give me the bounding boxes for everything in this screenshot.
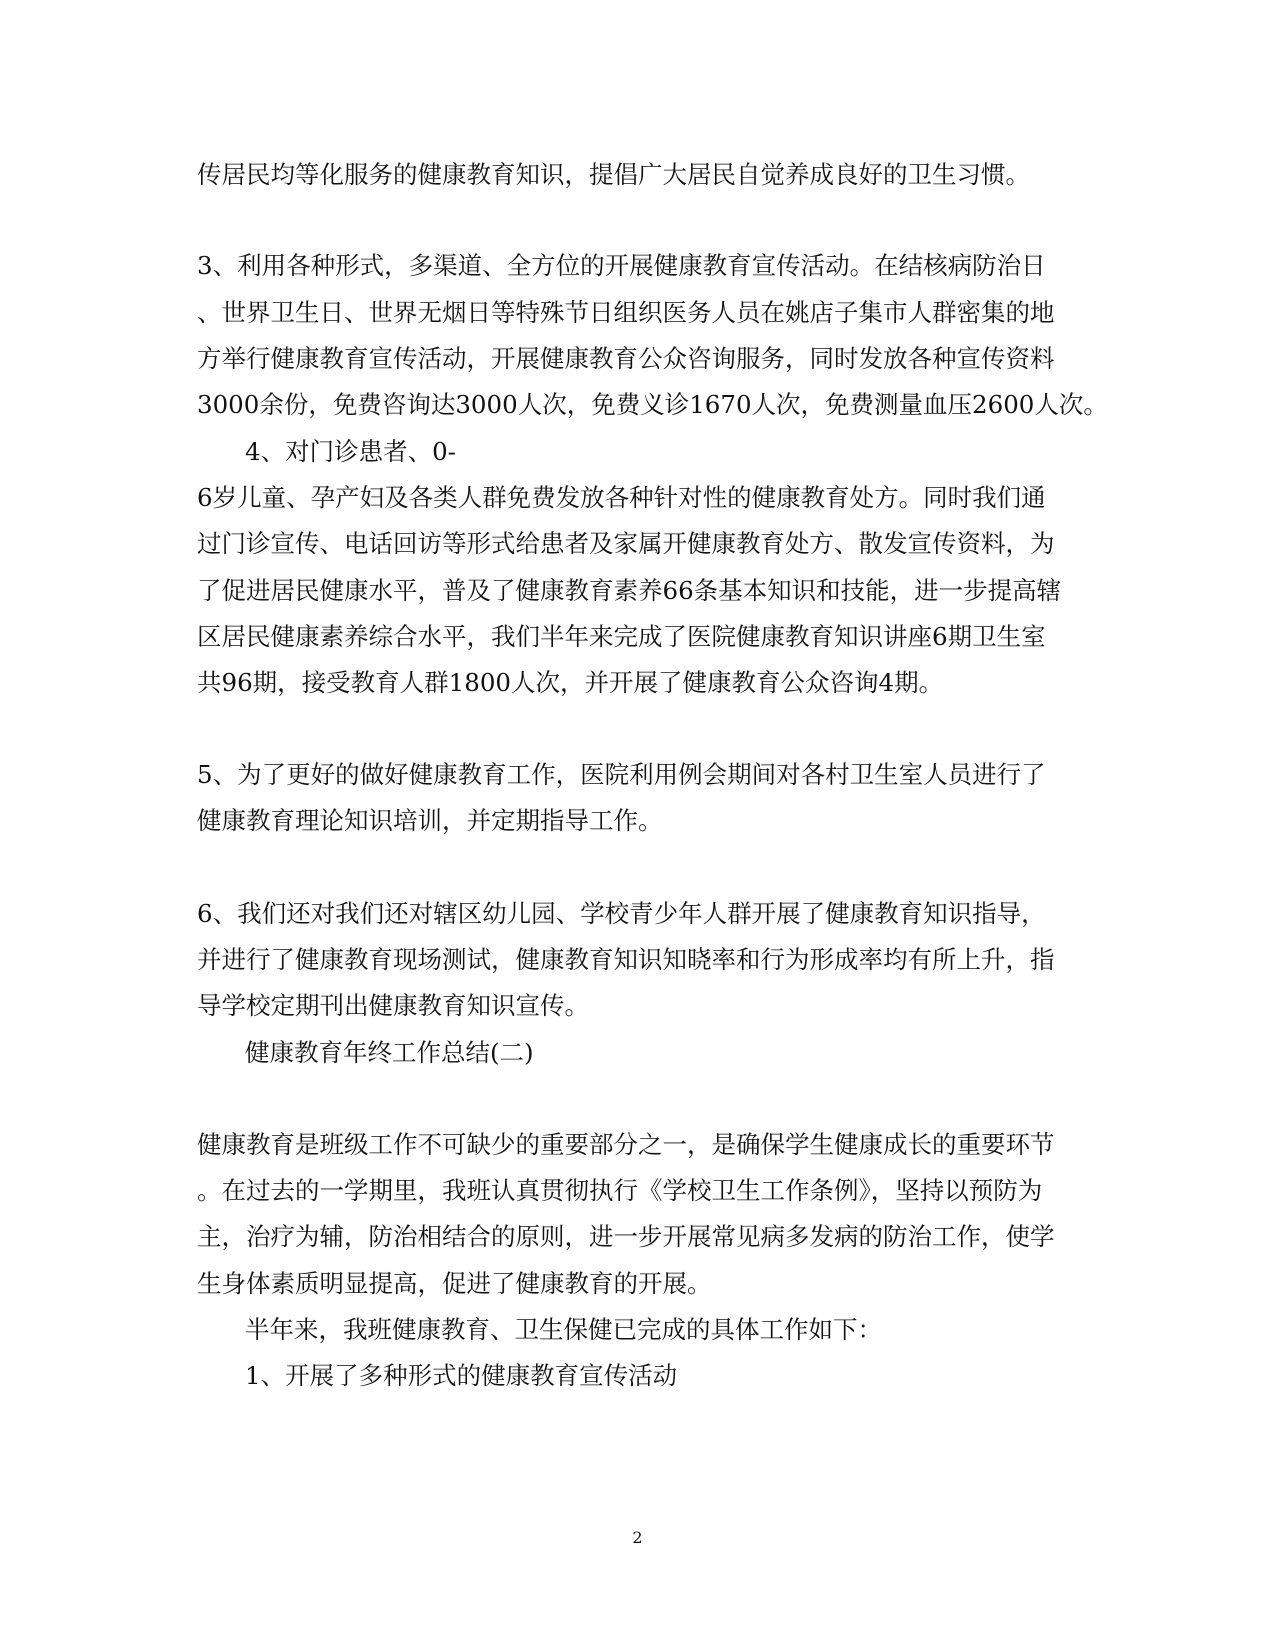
- text-line: 3、利用各种形式，多渠道、全方位的开展健康教育宣传活动。在结核病防治日: [197, 251, 1046, 280]
- text-line: 共96期，接受教育人群1800人次，并开展了健康教育公众咨询4期。: [197, 668, 944, 697]
- text-line: 方举行健康教育宣传活动，开展健康教育公众咨询服务，同时发放各种宣传资料: [197, 344, 1055, 373]
- text-line: 生身体素质明显提高，促进了健康教育的开展。: [197, 1269, 712, 1298]
- text-line: 。在过去的一学期里，我班认真贯彻执行《学校卫生工作条例》，坚持以预防为: [197, 1176, 1043, 1205]
- text-line: 区居民健康素养综合水平，我们半年来完成了医院健康教育知识讲座6期卫生室: [197, 622, 1046, 651]
- text-line: 健康教育是班级工作不可缺少的重要部分之一，是确保学生健康成长的重要环节: [197, 1130, 1055, 1159]
- page-number: 2: [632, 1528, 643, 1547]
- text-line: 传居民均等化服务的健康教育知识，提倡广大居民自觉养成良好的卫生习惯。: [197, 160, 1030, 189]
- text-line: 、世界卫生日、世界无烟日等特殊节日组织医务人员在姚店子集市人群密集的地: [197, 298, 1055, 327]
- text-line: 半年来，我班健康教育、卫生保健已完成的具体工作如下：: [245, 1315, 882, 1344]
- text-line: 5、为了更好的做好健康教育工作，医院利用例会期间对各村卫生室人员进行了: [197, 760, 1046, 789]
- text-line: 过门诊宣传、电话回访等形式给患者及家属开健康教育处方、散发宣传资料，为: [197, 529, 1055, 558]
- text-line: 导学校定期刊出健康教育知识宣传。: [197, 991, 589, 1020]
- text-line: 3000余份，免费咨询达3000人次，免费义诊1670人次，免费测量血压2600人次。: [197, 390, 1108, 419]
- text-line: 健康教育理论知识培训，并定期指导工作。: [197, 806, 663, 835]
- text-line: 1、开展了多种形式的健康教育宣传活动: [245, 1361, 678, 1390]
- text-line: 6岁儿童、孕产妇及各类人群免费发放各种针对性的健康教育处方。同时我们通: [197, 483, 1046, 512]
- text-line: 4、对门诊患者、0-: [245, 437, 456, 466]
- section-heading: 健康教育年终工作总结(二): [245, 1038, 534, 1067]
- text-line: 主，治疗为辅，防治相结合的原则，进一步开展常见病多发病的防治工作，使学: [197, 1222, 1055, 1251]
- text-line: 并进行了健康教育现场测试，健康教育知识知晓率和行为形成率均有所上升，指: [197, 945, 1055, 974]
- text-line: 了促进居民健康水平，普及了健康教育素养66条基本知识和技能，进一步提高辖: [197, 576, 1062, 605]
- text-line: 6、我们还对我们还对辖区幼儿园、学校青少年人群开展了健康教育知识指导，: [197, 899, 1046, 928]
